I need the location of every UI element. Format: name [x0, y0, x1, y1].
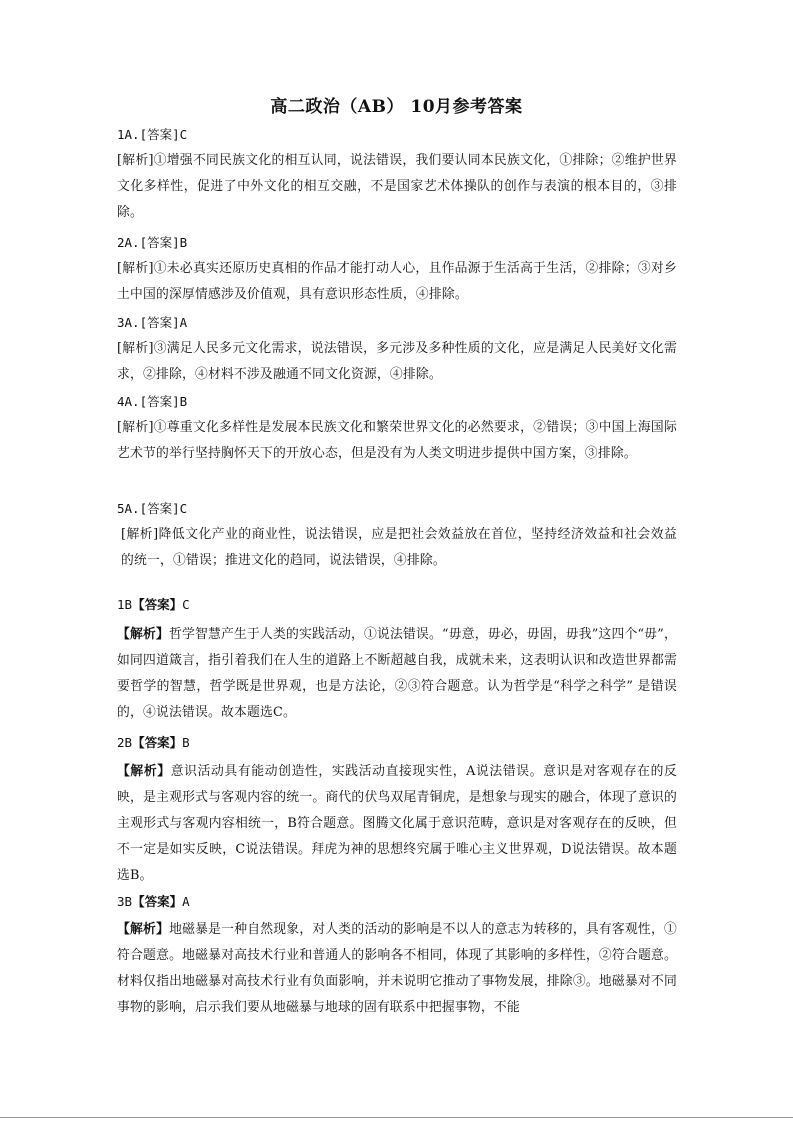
answer-2b [117, 730, 677, 756]
question-number: 3B [117, 894, 133, 909]
answer-letter: C [182, 597, 190, 612]
analysis-1a: [解析]①增强不同民族文化的相互认同，说法错误，我们要认同本民族文化，①排除；②维护世界文化多样性，促进了中外文化的相互交融，不是国家艺术体操队的创作与表演的根本目的，③排除。 [117, 153, 677, 220]
analysis-text: 地磁暴是一种自然现象，对人类的活动的影响是不以人的意志为转移的，具有客观性，①符合题意。地磁暴对高技术行业和普通人的影响各不相同，体现了其影响的多样性，②符合题意。材料仅指出地磁暴对高技术行业有负面影响，并未说明它推动了事物发展，排除③。地磁暴对不同事物的影响，启示我们要从地磁暴与地球的固有联系中把握事物，不能 [117, 922, 677, 1015]
analysis-label: 【解析】 [117, 627, 170, 642]
page-bottom-rule [0, 1117, 793, 1118]
answer-letter: B [182, 735, 190, 750]
analysis-3a: [解析]③满足人民多元文化需求，说法错误，多元涉及多种性质的文化，应是满足人民美好文化需求，②排除，④材料不涉及融通不同文化资源，④排除。 [117, 341, 677, 382]
analysis-5a: [解析]降低文化产业的商业性，说法错误，应是把社会效益放在首位，坚持经济效益和社会效益的统一，①错误；推进文化的趋同，说法错误，④排除。 [121, 527, 677, 568]
question-number: 2B [117, 735, 133, 750]
analysis-2a: [解析]①未必真实还原历史真相的作品才能打动人心，且作品源于生活高于生活，②排除；③对乡土中国的深厚情感涉及价值观，具有意识形态性质，④排除。 [117, 261, 677, 302]
answer-label: 【答案】 [132, 894, 183, 909]
answer-2a: 2A.[答案]B [117, 235, 188, 250]
analysis-label: 【解析】 [117, 764, 171, 779]
answer-1a: 1A.[答案]C [117, 127, 188, 142]
page-title: 高二政治（AB） 10月参考答案 [270, 97, 523, 117]
answer-5a: 5A.[答案]C [117, 501, 188, 516]
analysis-text: 哲学智慧产生于人类的实践活动，①说法错误。“毋意，毋必，毋固，毋我”这四个“毋”，如同四道箴言，指引着我们在人生的道路上不断超越自我，成就未来，这表明认识和改造世界都需要哲学的智慧，哲学既是世界观，也是方法论，②③符合题意。认为哲学是“科学之科学” 是错误的，④说法错误。故本题选C。 [117, 627, 677, 720]
analysis-4a: [解析]①尊重文化多样性是发展本民族文化和繁荣世界文化的必然要求，②错误；③中国上海国际艺术节的举行坚持胸怀天下的开放心态，但是没有为人类文明进步提供中国方案，③排除。 [117, 420, 677, 461]
analysis-2b [117, 759, 677, 889]
analysis-text: 意识活动具有能动创造性，实践活动直接现实性，A说法错误。意识是对客观存在的反映，是主观形式与客观内容的统一。商代的伏鸟双尾青铜虎，是想象与现实的融合，体现了意识的主观形式与客观内容相统一，B符合题意。图腾文化属于意识范畴，意识是对客观存在的反映，但不一定是如实反映，C说法错误。拜虎为神的思想终究属于唯心主义世界观，D说法错误。故本题选B。 [117, 764, 677, 883]
answer-label: 【答案】 [132, 735, 183, 750]
answer-letter: A [182, 894, 190, 909]
answer-3b [117, 889, 677, 915]
analysis-3b [117, 917, 677, 1021]
analysis-label: 【解析】 [117, 922, 170, 937]
answer-3a: 3A.[答案]A [117, 315, 188, 330]
answer-label: 【答案】 [132, 597, 183, 612]
analysis-1b [117, 622, 677, 726]
question-number: 1B [117, 597, 133, 612]
answer-1b [117, 592, 677, 618]
answer-4a: 4A.[答案]B [117, 394, 188, 409]
